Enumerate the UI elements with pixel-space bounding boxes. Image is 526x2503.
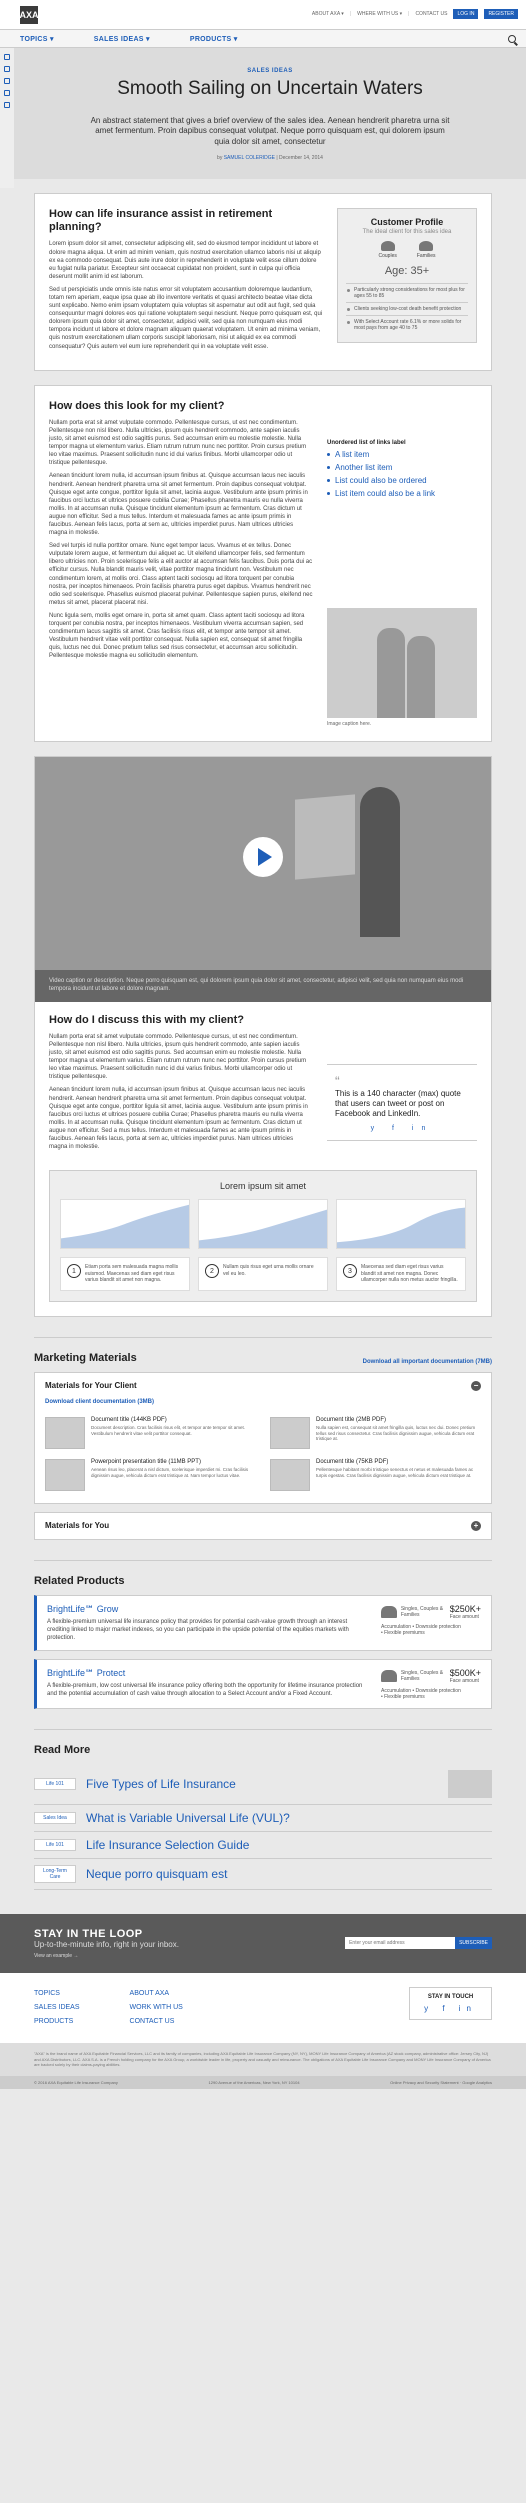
marketing-materials	[34, 1337, 492, 1540]
download-all-link[interactable]: Download all important documentation (7MB)	[362, 1358, 492, 1365]
area-chart-2	[198, 1199, 328, 1249]
search-icon[interactable]	[508, 35, 516, 43]
footer-link-contact[interactable]: CONTACT US	[129, 2017, 175, 2025]
accordion-client	[34, 1372, 492, 1504]
product-features: Accumulation • Downside protection	[381, 1687, 461, 1694]
step-text: Etiam porta sem malesuada magna mollis euismod. Maecenas sed diam eget risus varius blandit sit amet non magna.	[85, 1264, 179, 1284]
product-name[interactable]: BrightLife℠ Protect	[47, 1667, 126, 1678]
accordion-you	[34, 1512, 492, 1540]
list-link[interactable]: List item could also be a link	[327, 489, 477, 498]
article-thumbnail	[448, 1770, 492, 1798]
product-audience: Singles, Couples & Families	[400, 1669, 444, 1682]
paragraph: Lorem ipsum dolor sit amet, consectetur adipiscing elit, sed do eiusmod tempor incididunt ut labore et dolore magna aliqua. Ut enim ad minim veniam, quis nostrud exercitation ullamco laboris nisi ut aliquip ex ea commodo consequat. Duis aute irure dolor in reprehenderit in voluptate velit esse cillum dolore eu fugiat nulla pariatur. Excepteur sint occaecat cupidatat non proident, sunt in culpa qui officia deserunt mollit anim id est laborum.	[49, 241, 321, 280]
newsletter-title: STAY IN THE LOOP	[34, 1927, 143, 1940]
category-tag: Life 101	[34, 1778, 76, 1790]
step-number: 1	[67, 1264, 81, 1278]
step-card	[336, 1257, 466, 1291]
couples-label: Couples	[378, 253, 397, 260]
profile-age: Age: 35+	[384, 265, 430, 278]
document-title[interactable]: Document title (75KB PDF)	[316, 1458, 389, 1465]
list-link[interactable]: A list item	[327, 450, 477, 459]
section-retirement	[34, 193, 492, 371]
copyright: © 2016 AXA Equitable Life Insurance Company	[34, 2079, 118, 2085]
read-more-item[interactable]	[34, 1832, 492, 1859]
author-link[interactable]: SAMUEL COLERIDGE	[223, 155, 275, 162]
document-title[interactable]: Document title (144KB PDF)	[91, 1416, 167, 1423]
email-input[interactable]	[345, 1937, 455, 1949]
list-link[interactable]: Another list item	[327, 463, 477, 472]
families-icon	[419, 241, 433, 251]
people-image	[327, 608, 477, 718]
byline-prefix: by	[217, 155, 223, 162]
subscribe-button[interactable]: SUBSCRIBE	[455, 1937, 492, 1949]
stay-in-touch	[409, 1987, 492, 2020]
infographic-title: Lorem ipsum sit amet	[219, 1181, 307, 1192]
family-icon	[381, 1670, 397, 1682]
product-amount: $500K+	[449, 1667, 481, 1678]
family-icon	[381, 1606, 397, 1618]
legal-text: "AXA" is the brand name of AXA Equitable Financial Services, LLC and its family of companies, including AXA Equitable Life Insurance Company (NY, NY), MONY Life Insurance Company of America (AZ stock company, administrative office: Jersey City, NJ) and AXA Distributors, LLC. AXA S.A. is a French holding company for the AXA Group, a worldwide leader in life, property and casualty and reinsurance. The obligations of AXA Equitable Life Insurance Company and MONY Life Insurance Company of America are backed solely by their claims-paying abilities.	[0, 2043, 526, 2076]
register-button[interactable]: REGISTER	[484, 9, 518, 19]
section-title: Marketing Materials	[34, 1351, 137, 1364]
nav-products[interactable]: PRODUCTS ▾	[189, 35, 238, 43]
step-number: 3	[343, 1264, 357, 1278]
stay-title: STAY IN TOUCH	[427, 1993, 474, 2000]
footer-link-sales-ideas[interactable]: SALES IDEAS	[34, 2003, 80, 2011]
collapse-icon[interactable]: −	[471, 1381, 481, 1391]
expand-icon[interactable]: +	[471, 1521, 481, 1531]
list-link[interactable]: List could also be ordered	[327, 476, 477, 485]
read-more-item[interactable]	[34, 1764, 492, 1805]
bookmark-icon[interactable]	[4, 54, 10, 60]
utility-link-about[interactable]: ABOUT AXA ▾	[311, 11, 344, 17]
document-desc: Aenean risus leo, placerat a nisl dictum, scelerisque imperdiet mi. Cras facilisis dignissim augue, vehicula dictum erat tristique at. Nam tempor luctus vitae.	[91, 1466, 249, 1478]
hero-kicker: SALES IDEAS	[247, 68, 293, 74]
footer-link-products[interactable]: PRODUCTS	[34, 2017, 74, 2025]
couples-icon	[381, 241, 395, 251]
email-icon[interactable]	[4, 102, 10, 108]
footer	[0, 1973, 526, 2043]
step-text: Maecenas sed diam eget risus varius blandit sit amet non magna. Donec ullamcorper nulla non metus auctor fringilla.	[361, 1264, 458, 1284]
paragraph: Nullam porta erat sit amet vulputate commodo. Pellentesque cursus, ut est nec condimentum. Pellentesque non nisl libero. Nulla ultricies, ipsum quis hendrerit commodo, ante sapien iaculis justo, sit amet euismod est odio sagittis purus. Sed accumsan enim eu molestie molestie. Nulla tempor magna ut elementum varius. Etiam rutrum rutrum nunc nec porttitor. Proin cursus pretium leo vitae maximus. Praesent sollicitudin nunc id dui varius finibus. Morbi ullamcorper odio ut tristique pellentesque.	[49, 1033, 307, 1081]
document-thumbnail	[45, 1459, 85, 1491]
article-link[interactable]: Five Types of Life Insurance	[86, 1776, 236, 1791]
share-sidebar	[0, 48, 14, 188]
link-list-label: Unordered list of links label	[327, 439, 406, 446]
profile-subtitle: The ideal client for this sales idea	[362, 229, 452, 236]
document-desc: Nulla sapien est, consequat sit amet fringilla quis, luctus nec dui. Donec pretium tellus sed risus consectetur. Cras facilisis dignissim augue, vehicula dictum erat tristique at.	[316, 1424, 476, 1442]
category-tag: Long-Term Care	[34, 1865, 76, 1883]
related-products	[34, 1560, 492, 1709]
person-silhouette	[407, 636, 435, 718]
profile-bullet: Particularly strong considerations for most plus for ages 55 to 85	[346, 283, 468, 302]
document-thumbnail	[270, 1417, 310, 1449]
download-client-link[interactable]: Download client documentation (3MB)	[45, 1398, 154, 1405]
accordion-title: Materials for Your Client	[45, 1381, 137, 1391]
product-features: Accumulation • Downside protection	[381, 1623, 461, 1630]
policy-links[interactable]: Online Privacy and Security Statement · Google Analytics	[390, 2079, 492, 2085]
area-chart-3	[336, 1199, 466, 1249]
section-discuss	[34, 756, 492, 1317]
video-player[interactable]	[35, 757, 491, 1002]
document-desc: Pellentesque habitant morbi tristique senectus et netus et malesuada fames ac turpis egestas. Cras facilisis dignissim augue, vehicula dictum erat tristique at.	[316, 1466, 474, 1478]
document-item[interactable]	[270, 1459, 481, 1491]
axa-logo[interactable]: AXA	[20, 6, 38, 24]
newsletter-subtitle: Up-to-the-minute info, right in your inbox.	[34, 1939, 179, 1949]
paragraph: Sed vel turpis id nulla porttitor ornare. Nunc eget tempor lacus. Vivamus et ex tellus. Donec vulputate lorem augue, et fermentum dui aliquet ac. Ut eleifend ullamcorper felis, sed fermentum libero ultricies non. Proin scelerisque felis a elit auctor at accumsan felis faucibus. Duis porta dui ac efficitur cursus. Nulla blandit mauris velit, vitae porttitor magna tincidunt non. Vestibulum nec condimentum lorem, at mollis orci. Class aptent taciti sociosqu ad litora torquent per conubia nostra, per inceptos himenaeos. Proin facilisis pharetra purus eget dapibus. Vivamus hendrerit nec odio sed scelerisque. Phasellus euismod placerat pulvinar. Pellentesque sapien purus, eleifend nec metus sit amet, placerat placerat nisi.	[49, 543, 313, 606]
document-thumbnail	[45, 1417, 85, 1449]
document-item[interactable]	[45, 1459, 256, 1491]
article-link[interactable]: What is Variable Universal Life (VUL)?	[86, 1810, 290, 1825]
document-title[interactable]: Powerpoint presentation title (11MB PPT)	[91, 1458, 201, 1465]
profile-bullet: With Select Account rate 6.1% or more solids for most pays from age 40 to 75	[346, 315, 468, 334]
section-title: How can life insurance assist in retirement planning?	[49, 208, 273, 234]
link-list	[327, 400, 477, 727]
footer-link-topics[interactable]: TOPICS	[34, 1989, 60, 1997]
accordion-header[interactable]	[35, 1373, 491, 1399]
address: 1290 Avenue of the Americas, New York, NY 10104	[208, 2079, 300, 2085]
category-tag: Sales Idea	[34, 1812, 76, 1824]
article-link[interactable]: Life Insurance Selection Guide	[86, 1837, 250, 1852]
newsletter-signup	[0, 1914, 526, 1973]
play-icon[interactable]	[243, 837, 283, 877]
product-amount: $250K+	[449, 1603, 481, 1614]
legal-bar	[0, 2076, 526, 2089]
print-icon[interactable]	[4, 78, 10, 84]
publish-date: December 14, 2014	[279, 155, 323, 162]
login-button[interactable]: LOG IN	[453, 9, 478, 19]
infographic	[49, 1170, 477, 1302]
read-more-item[interactable]	[34, 1805, 492, 1832]
product-desc: A flexible-premium, low cost universal life insurance policy offering both the opportunity for lifetime insurance protection and the potential accumulation of cash value through allocation to a Select Account and/or a Fixed Account.	[47, 1682, 363, 1698]
section-title: Related Products	[34, 1574, 125, 1587]
hero-abstract: An abstract statement that gives a brief overview of the sales idea. Aenean hendrerit pharetra urna sit amet fermentum. Proin dapibus consequat volutpat. Neque porro quisquam est, qui dolorem ipsum quia dolor sit amet, consectetur	[90, 115, 450, 146]
article-link[interactable]: Neque porro quisquam est	[86, 1866, 228, 1881]
section-title: How do I discuss this with my client?	[49, 1013, 244, 1026]
utility-link-work[interactable]: WHERE WITH US ▾	[357, 11, 403, 17]
social-icons[interactable]: y f in	[424, 2003, 477, 2013]
amount-label: Face amount	[449, 1613, 479, 1620]
quote-share-icons[interactable]: y f in	[370, 1124, 434, 1132]
product-card	[34, 1659, 492, 1709]
footer-link-work[interactable]: WORK WITH US	[129, 2003, 183, 2011]
paragraph: Aenean tincidunt lorem nulla, id accumsan ipsum finibus at. Quisque accumsan lacus nec iaculis hendrerit. Aenean hendrerit pharetra urna sit amet fermentum. Proin dapibus consequat volutpat. Quisque eget ante congue, porttitor ligula sit amet, lacinia augue. Vestibulum ante ipsum primis in faucibus orci luctus et ultrices posuere cubilia Curae; Phasellus pharetra mauris eu nulla viverra mollis. In at accumsan nulla. Quisque tincidunt elementum ipsum ac fermentum. Cras dictum ut augue non efficitur. Sed a mus tellus. Interdum et malesuada fames ac ante ipsum primis in faucibus. Aenean felis lacus, porta at sem ac, ultricies imperdiet purus. Nam ultrices ultricies magna in molestie.	[49, 473, 308, 537]
section-client-look	[34, 385, 492, 742]
quote-mark-icon: “	[335, 1072, 340, 1089]
progress-icon	[4, 66, 10, 72]
pull-quote	[327, 1064, 477, 1141]
read-more-item[interactable]	[34, 1859, 492, 1890]
paragraph: Aenean tincidunt lorem nulla, id accumsan ipsum finibus at. Quisque accumsan lacus nec iaculis hendrerit. Aenean hendrerit pharetra urna sit amet fermentum. Proin dapibus consequat volutpat. Quisque eget ante congue, porttitor ligula sit amet, lacinia augue. Vestibulum ante ipsum primis in faucibus orci luctus et ultrices posuere cubilia Curae; Phasellus pharetra mauris eu nulla viverra mollis. In at accumsan nulla. Quisque tincidunt elementum ipsum ac fermentum. Cras dictum ut augue non efficitur. Sed a mus tellus. Interdum et malesuada fames ac ante ipsum primis in faucibus. Aenean felis lacus, porta at sem ac, ultricies imperdiet purus. Nam ultrices ultricies magna in molestie.	[49, 1087, 308, 1151]
utility-nav: ABOUT AXA ▾ | WHERE WITH US ▾ | CONTACT US LOG IN REGISTER	[312, 9, 518, 19]
families-label: Families	[416, 253, 436, 260]
product-desc: A flexible-premium universal life insurance policy that provides for potential cash-value growth through an interest crediting linked to major market indexes, so you can participate in the upside potential of the equities markets with protection.	[47, 1618, 349, 1641]
hero	[14, 48, 526, 179]
person-silhouette	[377, 628, 405, 718]
product-audience: Singles, Couples & Families	[400, 1605, 444, 1618]
product-features: • Flexible premiums	[381, 1629, 425, 1636]
document-thumbnail	[270, 1459, 310, 1491]
product-features: • Flexible premiums	[381, 1693, 425, 1700]
product-card	[34, 1595, 492, 1651]
category-tag: Life 101	[34, 1839, 76, 1851]
step-card	[60, 1257, 190, 1291]
easel-shape	[295, 794, 355, 879]
utility-link-contact[interactable]: CONTACT US	[415, 11, 448, 17]
step-text: Nullam quis risus eget urna mollis ornare vel eu leo.	[223, 1264, 314, 1277]
accordion-header[interactable]	[35, 1513, 491, 1539]
share-icon[interactable]	[4, 90, 10, 96]
video-caption: Video caption or description. Neque porro quisquam est, qui dolorem ipsum quia dolor sit amet, consectetur, adipisci velit, sed quia non numquam eius modi tempora incidunt ut labore et dolore magnam.	[35, 970, 491, 1002]
quote-text: This is a 140 character (max) quote that users can tweet or post on Facebook and LinkedIn.	[335, 1088, 461, 1119]
top-bar	[0, 0, 526, 30]
read-more	[34, 1729, 492, 1890]
nav-topics[interactable]: TOPICS ▾	[20, 35, 54, 43]
main-nav	[0, 30, 526, 48]
presenter-silhouette	[360, 787, 400, 937]
document-item[interactable]	[270, 1417, 481, 1449]
image-caption: Image caption here.	[327, 720, 372, 727]
section-title: Read More	[34, 1743, 91, 1756]
document-item[interactable]	[45, 1417, 256, 1449]
paragraph: Nunc ligula sem, mollis eget ornare in, porta sit amet quam. Class aptent taciti sociosqu ad litora torquent per conubia nostra, per inceptos himenaeos. Vestibulum viverra accumsan sapien, sed condimentum lacus sagittis sit amet. Cras facilisis risus elit, et tempor ante tempor sit amet. Vestibulum hendrerit vitae velit porttitor consequat. Nulla sapien est, consequat sit amet fringilla quis, luctus nec dui. Donec pretium tellus sed risus consectetur, et accumsan arcu sollicitudin. Pellentesque molestie magna eu sollicitudin elementum.	[49, 612, 305, 660]
profile-bullet: Clients seeking low-cost death benefit protection	[346, 302, 468, 315]
product-name[interactable]: BrightLife℠ Grow	[47, 1603, 119, 1614]
amount-label: Face amount	[449, 1677, 479, 1684]
paragraph: Sed ut perspiciatis unde omnis iste natus error sit voluptatem accusantium doloremque laudantium, totam rem aperiam, eaque ipsa quae ab illo inventore veritatis et quasi architecto beatae vitae dicta sunt explicabo. Nemo enim ipsam voluptatem quia voluptas sit aspernatur aut odit aut fugit, sed quia consequuntur magni dolores eos qui ratione voluptatem sequi nesciunt. Neque porro quisquam est, qui dolorem ipsum quia dolor sit amet, consectetur, adipisci velit, sed quia non numquam eius modi tempora incidunt ut labore et dolore magnam aliquam quaerat voluptatem. Ut enim ad minima veniam, quis nostrum exercitationem ullam corporis suscipit laboriosam, nisi ut aliquid ex ea commodi consequatur? Quis autem vel eum iure reprehenderit qui in ea voluptate velit esse.	[49, 286, 323, 350]
document-desc: Document description. Cras facilisis risus elit, et tempor ante tempor sit amet. Vestibulum hendrerit vitae velit porttitor consequat.	[91, 1424, 246, 1436]
accordion-title: Materials for You	[45, 1521, 110, 1531]
footer-link-about[interactable]: ABOUT AXA	[129, 1989, 170, 1997]
section-title: How does this look for my client?	[49, 399, 225, 412]
page-title: Smooth Sailing on Uncertain Waters	[117, 78, 423, 99]
byline: by SAMUEL COLERIDGE | December 14, 2014	[217, 155, 323, 162]
nav-sales-ideas[interactable]: SALES IDEAS ▾	[93, 35, 150, 43]
paragraph: Nullam porta erat sit amet vulputate commodo. Pellentesque cursus, ut est nec condimentum. Pellentesque non nisl libero. Nulla ultricies, ipsum quis hendrerit commodo, ante sapien iaculis justo, sit amet euismod est odio sagittis purus. Sed accumsan enim eu molestie molestie. Nulla tempor magna ut elementum varius. Etiam rutrum rutrum nunc nec porttitor. Proin cursus pretium leo vitae maximus. Praesent sollicitudin nunc id dui varius finibus. Morbi ullamcorper odio ut tristique pellentesque.	[49, 419, 307, 467]
step-number: 2	[205, 1264, 219, 1278]
document-title[interactable]: Document title (2MB PDF)	[316, 1416, 387, 1423]
example-link[interactable]: View an example →	[34, 1952, 79, 1959]
area-chart-1	[60, 1199, 190, 1249]
customer-profile	[337, 208, 477, 343]
step-card	[198, 1257, 328, 1291]
profile-title: Customer Profile	[370, 217, 444, 228]
